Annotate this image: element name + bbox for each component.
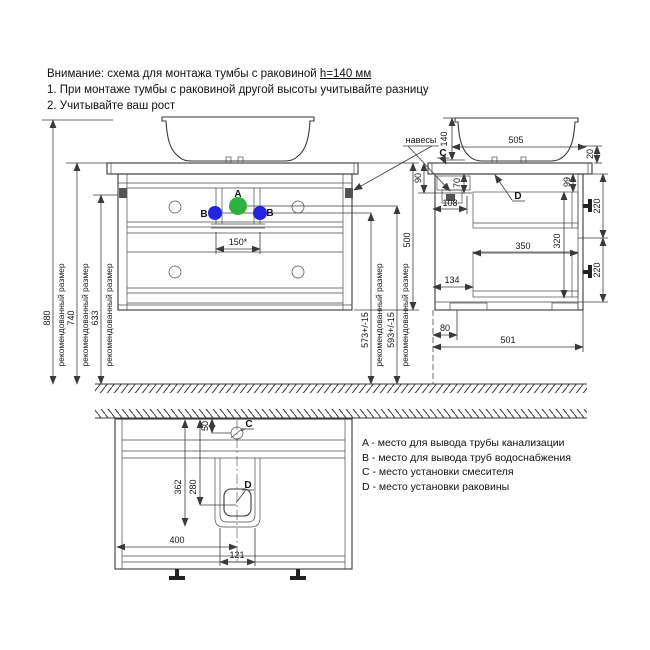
dim-501: 501 bbox=[500, 335, 516, 345]
dim-90: 90 bbox=[413, 172, 423, 184]
drawer-hole bbox=[169, 201, 181, 213]
side-countertop bbox=[428, 163, 592, 174]
front-sink-bowl bbox=[162, 117, 314, 161]
dim-593: 593+/-15 bbox=[386, 312, 396, 348]
dim-740: 740 bbox=[66, 310, 76, 326]
warning-height-value: h=140 мм bbox=[319, 68, 372, 80]
top-view-niche bbox=[215, 458, 260, 527]
legend-item-b: B - место для вывода труб водоснабжения bbox=[362, 451, 571, 464]
point-b-water-right bbox=[253, 206, 267, 220]
side-drain-tab bbox=[521, 157, 526, 163]
dim-280: 280 bbox=[188, 479, 198, 495]
dim-50: 50 bbox=[200, 420, 210, 432]
top-view-foot-right bbox=[290, 569, 306, 580]
dim-121: 121 bbox=[229, 550, 245, 560]
wall-hatch-top-view bbox=[95, 409, 587, 418]
dim-80: 80 bbox=[439, 323, 451, 333]
svg-text:150*: 150* bbox=[228, 237, 248, 247]
hanger-right bbox=[345, 188, 353, 198]
drawer-hole bbox=[292, 201, 304, 213]
dim-740-note: рекомендованный размер bbox=[80, 263, 90, 367]
dim-573: 573+/-15 bbox=[360, 312, 370, 348]
dim-108: 108 bbox=[442, 198, 458, 208]
dim-500: 500 bbox=[402, 232, 412, 248]
drawer-hole bbox=[292, 266, 304, 278]
legend-item-c: C - место установки смесителя bbox=[362, 466, 514, 479]
dim-134: 134 bbox=[444, 275, 460, 285]
legend bbox=[362, 436, 571, 494]
front-drain-tab bbox=[238, 157, 243, 163]
dim-880-note: рекомендованный размер bbox=[56, 263, 66, 367]
side-drain-tab bbox=[492, 157, 497, 163]
point-b-label-left: B bbox=[200, 209, 208, 220]
dim-880: 880 bbox=[42, 310, 52, 326]
dim-593-note: рекомендованный размер bbox=[400, 263, 410, 367]
note-1: 1. При монтаже тумбы с раковиной другой высоты учитывайте разницу bbox=[47, 84, 429, 96]
top-view-foot-left bbox=[169, 569, 185, 580]
warning-text: Внимание: схема для монтажа тумбы с раковиной bbox=[47, 68, 320, 80]
point-b-water-left bbox=[208, 206, 222, 220]
drawer-knob-bottom bbox=[583, 265, 592, 278]
front-drain-tab bbox=[226, 157, 231, 163]
front-view bbox=[107, 117, 397, 310]
dim-505: 505 bbox=[508, 135, 524, 145]
dim-70: 70 bbox=[452, 177, 462, 189]
front-right-dimensions bbox=[354, 163, 419, 384]
hanger-left bbox=[119, 188, 127, 198]
top-view bbox=[115, 419, 352, 580]
dim-362: 362 bbox=[173, 479, 183, 495]
dim-140: 140 bbox=[439, 131, 449, 147]
dim-633: 633 bbox=[90, 310, 100, 326]
top-view-dimensions bbox=[117, 419, 255, 566]
legend-item-d: D - место установки раковины bbox=[362, 480, 510, 493]
side-point-c-label: C bbox=[439, 148, 447, 159]
front-countertop bbox=[107, 163, 358, 174]
floor-hatch bbox=[95, 384, 587, 393]
hangers-label: навесы bbox=[405, 135, 437, 145]
dim-633-note: рекомендованный размер bbox=[104, 263, 114, 367]
dim-573-note: рекомендованный размер bbox=[374, 263, 384, 367]
top-point-d-label: D bbox=[244, 480, 252, 491]
dim-350: 350 bbox=[515, 241, 531, 251]
top-point-d-drain bbox=[224, 489, 251, 516]
legend-item-a: A - место для вывода трубы канализации bbox=[362, 437, 565, 449]
point-a-label: A bbox=[234, 189, 242, 200]
dim-320: 320 bbox=[552, 233, 562, 249]
note-2: 2. Учитывайте ваш рост bbox=[47, 100, 176, 112]
side-point-d-label: D bbox=[514, 191, 522, 202]
drawer-knob-top bbox=[583, 199, 592, 212]
top-point-c-label: C bbox=[245, 419, 253, 430]
drawer-hole bbox=[169, 266, 181, 278]
top-view-cabinet bbox=[115, 419, 352, 569]
dim-150 bbox=[216, 232, 260, 254]
dim-400: 400 bbox=[169, 535, 185, 545]
dim-99: 99 bbox=[562, 176, 572, 188]
point-b-label-right: B bbox=[266, 208, 274, 219]
dim-220-top: 220 bbox=[592, 198, 602, 214]
dim-20: 20 bbox=[585, 148, 595, 160]
front-left-dimensions bbox=[42, 120, 118, 384]
dim-220-bottom: 220 bbox=[592, 262, 602, 278]
